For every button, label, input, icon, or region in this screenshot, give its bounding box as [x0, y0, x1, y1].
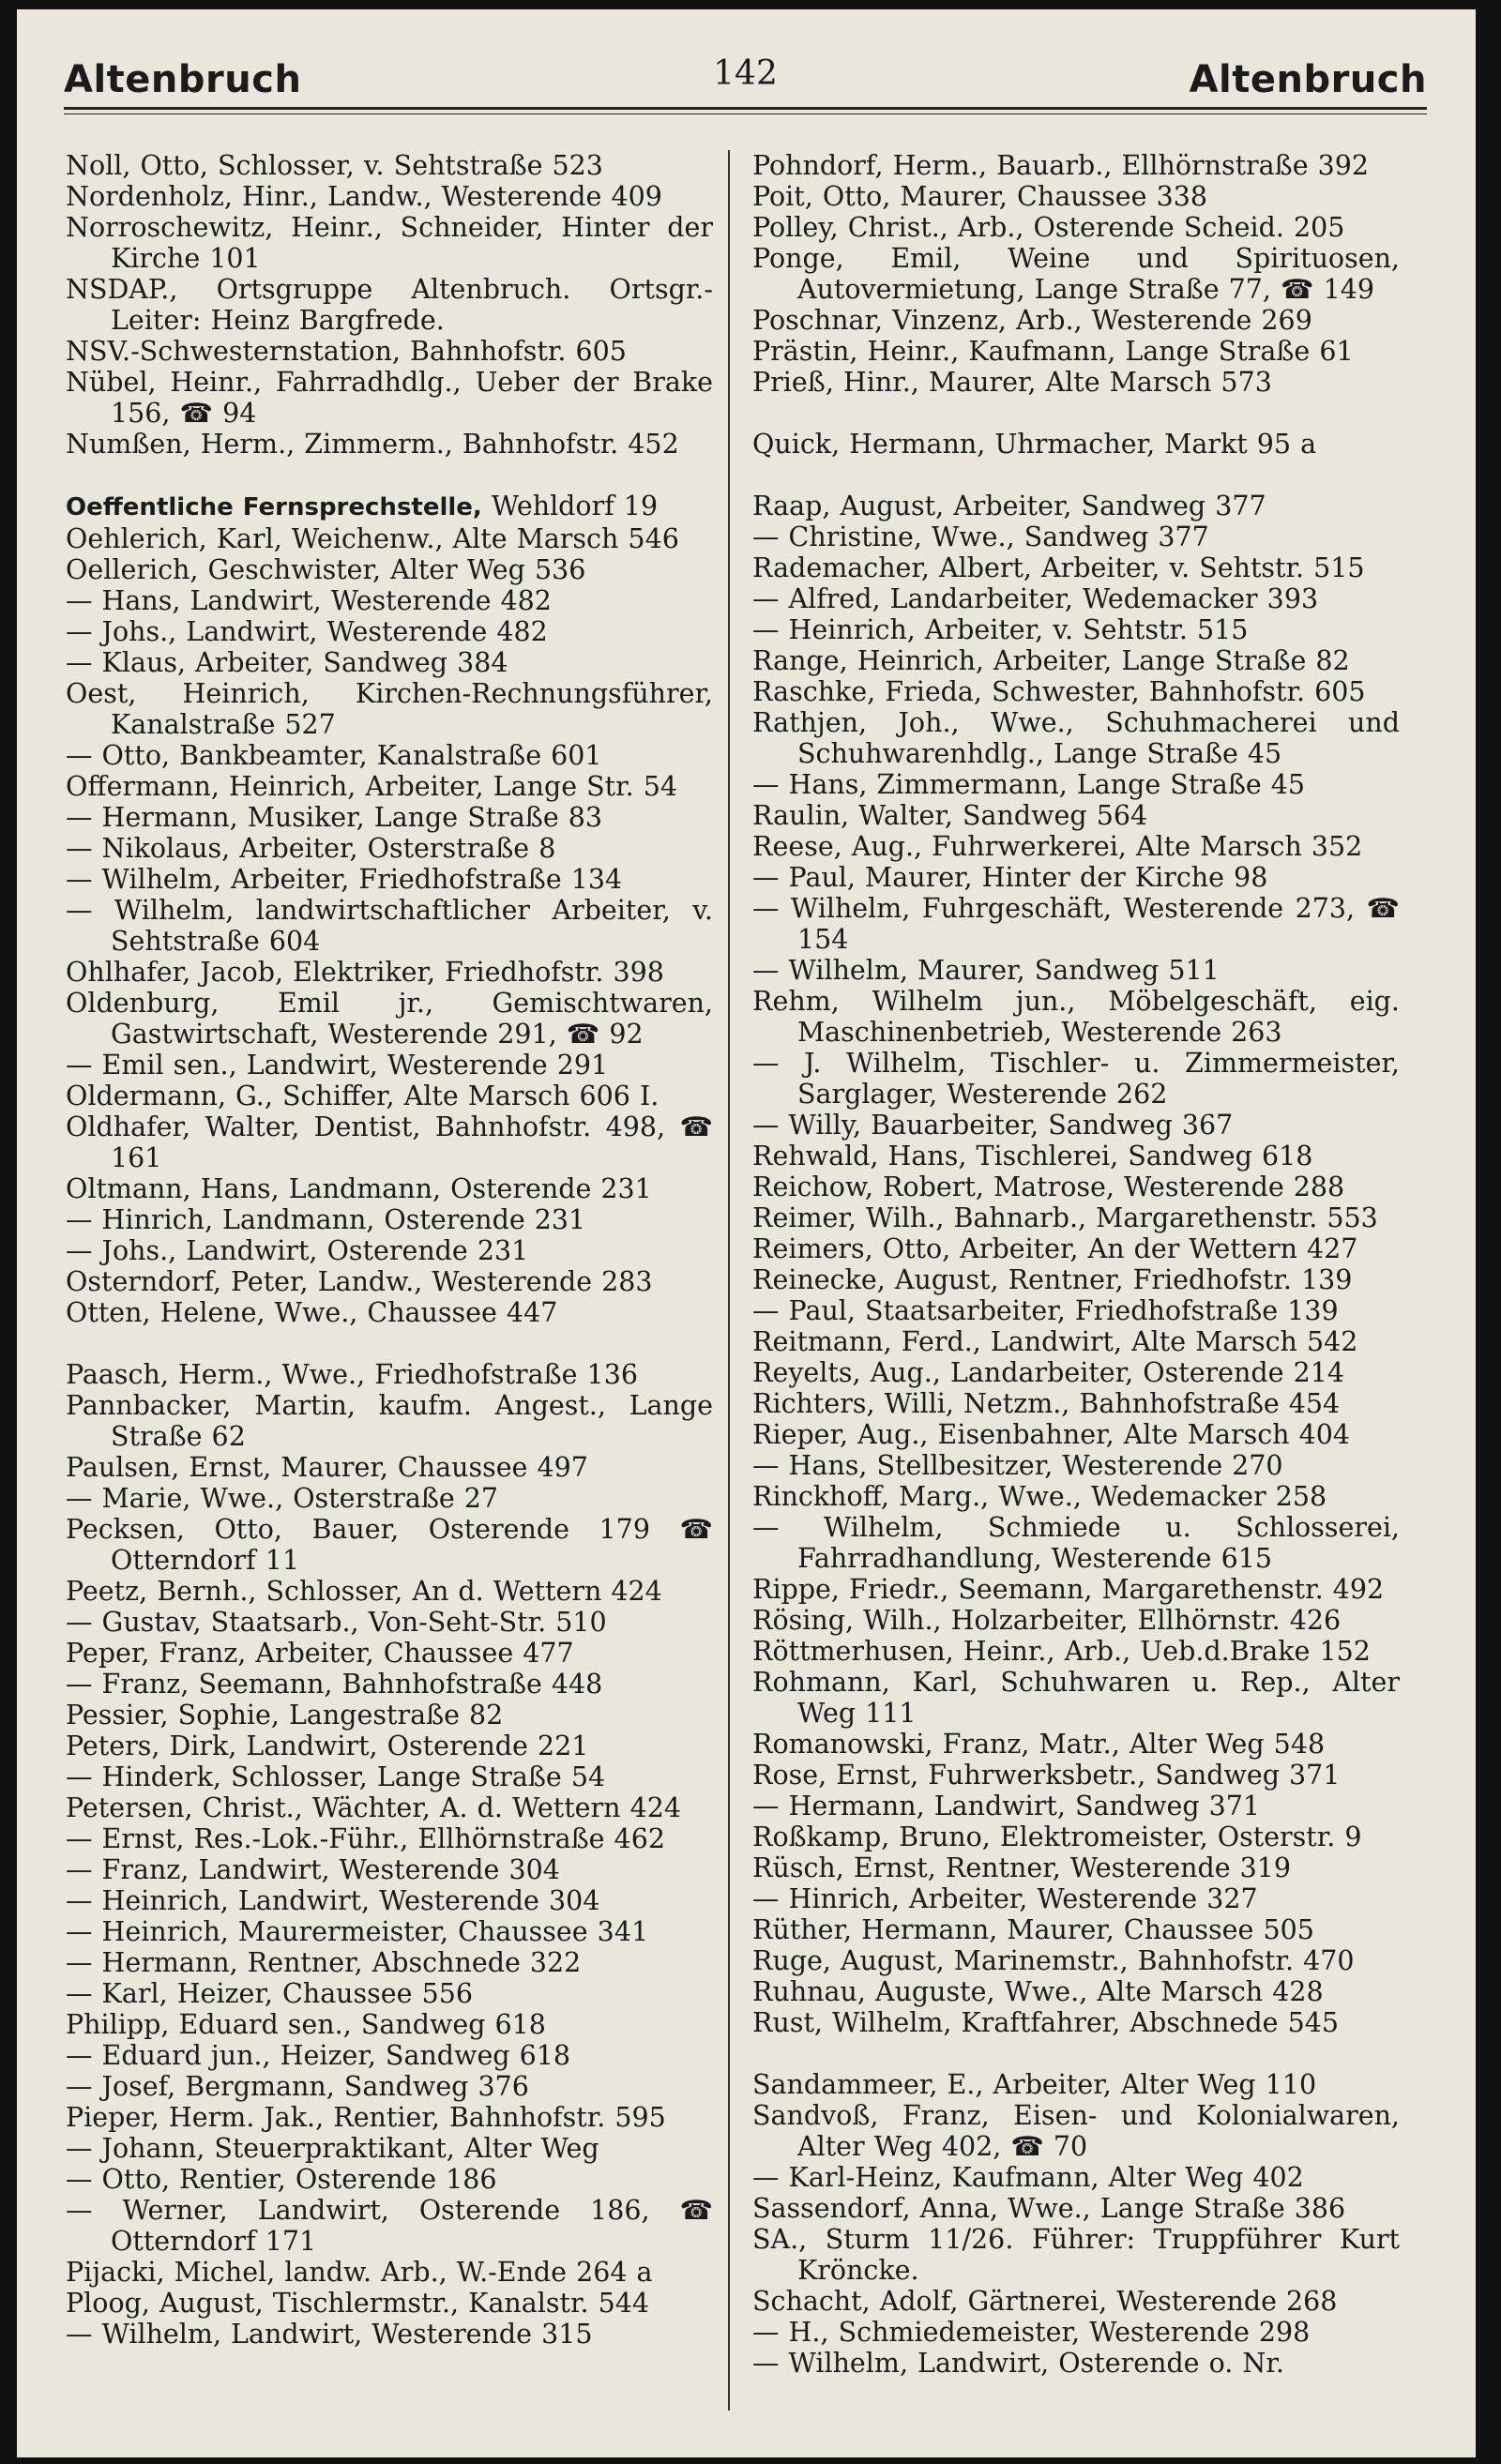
directory-entry: — J. Wilhelm, Tischler- u. Zimmermeister, Sarglager, Westerende 262 — [752, 1048, 1400, 1110]
directory-entry: Poit, Otto, Maurer, Chaussee 338 — [752, 181, 1207, 212]
directory-entry: — Wilhelm, Schmiede u. Schlosserei, Fahrradhandlung, Westerende 615 — [752, 1512, 1400, 1574]
directory-entry: Ruge, August, Marinemstr., Bahnhofstr. 470 — [752, 1945, 1355, 1976]
directory-entry: Rose, Ernst, Fuhrwerksbetr., Sandweg 371 — [752, 1760, 1341, 1791]
directory-entry: — Heinrich, Landwirt, Westerende 304 — [66, 1885, 600, 1916]
header-rule — [64, 107, 1427, 114]
directory-entry: — Franz, Landwirt, Westerende 304 — [66, 1854, 560, 1885]
directory-entry: Oeffentliche Fernsprechstelle, Wehldorf 19 — [66, 491, 659, 522]
directory-entry: Reyelts, Aug., Landarbeiter, Osterende 214 — [752, 1357, 1344, 1388]
directory-entry: — Paul, Maurer, Hinter der Kirche 98 — [752, 862, 1268, 893]
directory-entry: — Otto, Rentier, Osterende 186 — [66, 2164, 497, 2195]
directory-entry: Rösing, Wilh., Holzarbeiter, Ellhörnstr. 426 — [752, 1605, 1342, 1636]
directory-entry: Oldenburg, Emil jr., Gemischtwaren, Gastwirtschaft, Westerende 291, ☎ 92 — [66, 988, 713, 1050]
directory-entry: Reimers, Otto, Arbeiter, An der Wettern 427 — [752, 1233, 1358, 1264]
directory-entry: Richters, Willi, Netzm., Bahnhofstraße 454 — [752, 1388, 1341, 1419]
directory-entry: Sandammeer, E., Arbeiter, Alter Weg 110 — [752, 2069, 1317, 2100]
directory-entry: Roßkamp, Bruno, Elektromeister, Osterstr. 9 — [752, 1822, 1362, 1852]
directory-entry: Rathjen, Joh., Wwe., Schuhmacherei und Schuhwarenhdlg., Lange Straße 45 — [752, 707, 1400, 769]
directory-entry: Polley, Christ., Arb., Osterende Scheid. 205 — [752, 212, 1345, 243]
directory-entry: Oltmann, Hans, Landmann, Osterende 231 — [66, 1173, 652, 1204]
left-column — [66, 150, 713, 2350]
directory-entry: Raap, August, Arbeiter, Sandweg 377 — [752, 491, 1266, 522]
directory-entry: Rademacher, Albert, Arbeiter, v. Sehtstr. 515 — [752, 552, 1365, 583]
directory-entry: — Johs., Landwirt, Westerende 482 — [66, 616, 548, 647]
directory-entry: — Ernst, Res.-Lok.-Führ., Ellhörnstraße 462 — [66, 1823, 665, 1854]
directory-entry: — Hans, Stellbesitzer, Westerende 270 — [752, 1450, 1283, 1481]
directory-entry: — Hinrich, Landmann, Osterende 231 — [66, 1204, 586, 1235]
directory-entry: — Wilhelm, Arbeiter, Friedhofstraße 134 — [66, 864, 623, 895]
directory-entry: — Klaus, Arbeiter, Sandweg 384 — [66, 647, 508, 678]
page-number: 142 — [713, 54, 778, 93]
directory-entry: — Hinderk, Schlosser, Lange Straße 54 — [66, 1761, 606, 1792]
directory-entry: Oldhafer, Walter, Dentist, Bahnhofstr. 498, ☎ 161 — [66, 1111, 713, 1173]
directory-entry: Rehwald, Hans, Tischlerei, Sandweg 618 — [752, 1141, 1313, 1172]
directory-entry: — Johs., Landwirt, Osterende 231 — [66, 1235, 529, 1266]
directory-entry: Rehm, Wilhelm jun., Möbelgeschäft, eig. Maschinenbetrieb, Westerende 263 — [752, 986, 1400, 1048]
directory-entry: Sandvoß, Franz, Eisen- und Kolonialwaren, Alter Weg 402, ☎ 70 — [752, 2100, 1400, 2162]
header-place-left: Altenbruch — [64, 58, 302, 101]
directory-entry: Rüsch, Ernst, Rentner, Westerende 319 — [752, 1852, 1292, 1883]
section-gap — [752, 398, 1400, 429]
page-header — [64, 51, 1427, 107]
directory-entry: Oehlerich, Karl, Weichenw., Alte Marsch 546 — [66, 523, 679, 554]
directory-entry: — Alfred, Landarbeiter, Wedemacker 393 — [752, 583, 1319, 614]
directory-entry: Peters, Dirk, Landwirt, Osterende 221 — [66, 1731, 589, 1761]
directory-entry: Pessier, Sophie, Langestraße 82 — [66, 1700, 504, 1731]
directory-entry: Paulsen, Ernst, Maurer, Chaussee 497 — [66, 1452, 588, 1483]
directory-entry: — Willy, Bauarbeiter, Sandweg 367 — [752, 1110, 1234, 1141]
directory-entry: — Wilhelm, Landwirt, Osterende o. Nr. — [752, 2348, 1284, 2379]
directory-entry: Reichow, Robert, Matrose, Westerende 288 — [752, 1172, 1345, 1202]
directory-entry: — Paul, Staatsarbeiter, Friedhofstraße 139 — [752, 1295, 1339, 1326]
column-divider — [728, 150, 730, 2411]
directory-entry: — Hermann, Landwirt, Sandweg 371 — [752, 1791, 1261, 1822]
directory-entry: Prieß, Hinr., Maurer, Alte Marsch 573 — [752, 367, 1272, 398]
directory-entry: — Wilhelm, Landwirt, Westerende 315 — [66, 2319, 593, 2350]
directory-entry: Osterndorf, Peter, Landw., Westerende 283 — [66, 1266, 653, 1297]
directory-entry: Ohlhafer, Jacob, Elektriker, Friedhofstr. 398 — [66, 957, 664, 988]
directory-entry: — Josef, Bergmann, Sandweg 376 — [66, 2071, 529, 2102]
directory-entry: — Franz, Seemann, Bahnhofstraße 448 — [66, 1669, 603, 1700]
directory-entry: Oellerich, Geschwister, Alter Weg 536 — [66, 554, 586, 585]
directory-entry: Rüther, Hermann, Maurer, Chaussee 505 — [752, 1914, 1314, 1945]
directory-entry: — Marie, Wwe., Osterstraße 27 — [66, 1483, 499, 1514]
directory-entry: Poschnar, Vinzenz, Arb., Westerende 269 — [752, 305, 1312, 336]
directory-entry: — Christine, Wwe., Sandweg 377 — [752, 522, 1209, 552]
directory-entry: Rippe, Friedr., Seemann, Margarethenstr. 492 — [752, 1574, 1385, 1605]
directory-entry: Offermann, Heinrich, Arbeiter, Lange Str. 54 — [66, 771, 677, 802]
directory-entry: — H., Schmiedemeister, Westerende 298 — [752, 2317, 1311, 2348]
directory-entry: Pannbacker, Martin, kaufm. Angest., Lange Straße 62 — [66, 1390, 713, 1452]
directory-entry: Sassendorf, Anna, Wwe., Lange Straße 386 — [752, 2193, 1346, 2224]
directory-entry: Schacht, Adolf, Gärtnerei, Westerende 268 — [752, 2286, 1338, 2317]
directory-entry: Numßen, Herm., Zimmerm., Bahnhofstr. 452 — [66, 429, 679, 460]
directory-entry: Romanowski, Franz, Matr., Alter Weg 548 — [752, 1729, 1326, 1760]
right-column — [752, 150, 1400, 2379]
directory-entry: Peper, Franz, Arbeiter, Chaussee 477 — [66, 1638, 574, 1669]
directory-entry: — Werner, Landwirt, Osterende 186, ☎ Otterndorf 171 — [66, 2195, 713, 2257]
directory-entry: Quick, Hermann, Uhrmacher, Markt 95 a — [752, 429, 1317, 460]
directory-entry: — Eduard jun., Heizer, Sandweg 618 — [66, 2040, 571, 2071]
section-gap — [752, 2038, 1400, 2069]
directory-entry: Pieper, Herm. Jak., Rentier, Bahnhofstr. 595 — [66, 2102, 666, 2133]
section-gap — [66, 460, 713, 491]
directory-entry: NSDAP., Ortsgruppe Altenbruch. Ortsgr.-Leiter: Heinz Bargfrede. — [66, 274, 713, 336]
directory-entry: — Wilhelm, Fuhrgeschäft, Westerende 273, ☎ 154 — [752, 893, 1400, 955]
directory-entry: Pijacki, Michel, landw. Arb., W.-Ende 264 a — [66, 2257, 653, 2288]
directory-entry: — Otto, Bankbeamter, Kanalstraße 601 — [66, 740, 602, 771]
directory-entry: — Hermann, Rentner, Abschnede 322 — [66, 1947, 582, 1978]
directory-page — [17, 9, 1476, 2457]
directory-entry: Ponge, Emil, Weine und Spirituosen, Autovermietung, Lange Straße 77, ☎ 149 — [752, 243, 1400, 305]
directory-entry: — Hans, Landwirt, Westerende 482 — [66, 585, 552, 616]
directory-entry: — Gustav, Staatsarb., Von-Seht-Str. 510 — [66, 1607, 607, 1638]
section-gap — [66, 1328, 713, 1359]
directory-entry: Range, Heinrich, Arbeiter, Lange Straße 82 — [752, 645, 1350, 676]
directory-entry: Petersen, Christ., Wächter, A. d. Wettern 424 — [66, 1792, 681, 1823]
directory-entry: — Wilhelm, Maurer, Sandweg 511 — [752, 955, 1220, 986]
directory-entry: Reese, Aug., Fuhrwerkerei, Alte Marsch 352 — [752, 831, 1363, 862]
directory-entry: Rinckhoff, Marg., Wwe., Wedemacker 258 — [752, 1481, 1327, 1512]
directory-entry: Nübel, Heinr., Fahrradhdlg., Ueber der Brake 156, ☎ 94 — [66, 367, 713, 429]
directory-entry: Philipp, Eduard sen., Sandweg 618 — [66, 2009, 546, 2040]
directory-entry: — Heinrich, Arbeiter, v. Sehtstr. 515 — [752, 614, 1249, 645]
directory-entry: Pecksen, Otto, Bauer, Osterende 179 ☎ Otterndorf 11 — [66, 1514, 713, 1576]
directory-entry: Rohmann, Karl, Schuhwaren u. Rep., Alter Weg 111 — [752, 1667, 1400, 1729]
directory-entry: — Heinrich, Maurermeister, Chaussee 341 — [66, 1916, 649, 1947]
directory-entry: NSV.-Schwesternstation, Bahnhofstr. 605 — [66, 336, 627, 367]
section-gap — [752, 460, 1400, 491]
directory-entry: Norroschewitz, Heinr., Schneider, Hinter der Kirche 101 — [66, 212, 713, 274]
directory-entry: — Karl-Heinz, Kaufmann, Alter Weg 402 — [752, 2162, 1304, 2193]
directory-entry: Rieper, Aug., Eisenbahner, Alte Marsch 404 — [752, 1419, 1350, 1450]
directory-entry: Noll, Otto, Schlosser, v. Sehtstraße 523 — [66, 150, 603, 181]
directory-entry: Nordenholz, Hinr., Landw., Westerende 409 — [66, 181, 662, 212]
entry-bold-label: Oeffentliche Fernsprechstelle, — [66, 493, 482, 522]
directory-entry: Reimer, Wilh., Bahnarb., Margarethenstr. 553 — [752, 1202, 1378, 1233]
directory-entry: Reinecke, August, Rentner, Friedhofstr. 139 — [752, 1264, 1353, 1295]
directory-entry: Ploog, August, Tischlermstr., Kanalstr. 544 — [66, 2288, 649, 2319]
directory-entry: — Karl, Heizer, Chaussee 556 — [66, 1978, 473, 2009]
directory-entry: — Hermann, Musiker, Lange Straße 83 — [66, 802, 603, 833]
directory-entry: — Emil sen., Landwirt, Westerende 291 — [66, 1050, 609, 1081]
directory-entry: SA., Sturm 11/26. Führer: Truppführer Kurt Kröncke. — [752, 2224, 1400, 2286]
directory-entry: Raschke, Frieda, Schwester, Bahnhofstr. 605 — [752, 676, 1366, 707]
header-place-right: Altenbruch — [1189, 58, 1427, 101]
directory-entry: Paasch, Herm., Wwe., Friedhofstraße 136 — [66, 1359, 638, 1390]
directory-entry: — Hans, Zimmermann, Lange Straße 45 — [752, 769, 1306, 800]
directory-entry: Raulin, Walter, Sandweg 564 — [752, 800, 1148, 831]
directory-entry: Peetz, Bernh., Schlosser, An d. Wettern 424 — [66, 1576, 662, 1607]
directory-entry: Reitmann, Ferd., Landwirt, Alte Marsch 542 — [752, 1326, 1358, 1357]
directory-entry: Pohndorf, Herm., Bauarb., Ellhörnstraße 392 — [752, 150, 1370, 181]
directory-entry: Röttmerhusen, Heinr., Arb., Ueb.d.Brake 152 — [752, 1636, 1371, 1667]
directory-entry: Prästin, Heinr., Kaufmann, Lange Straße 61 — [752, 336, 1354, 367]
directory-entry: Oldermann, G., Schiffer, Alte Marsch 606 I. — [66, 1081, 660, 1111]
directory-entry: Otten, Helene, Wwe., Chaussee 447 — [66, 1297, 558, 1328]
directory-entry: — Hinrich, Arbeiter, Westerende 327 — [752, 1883, 1258, 1914]
directory-entry: — Wilhelm, landwirtschaftlicher Arbeiter, v. Sehtstraße 604 — [66, 895, 713, 957]
directory-entry: Rust, Wilhelm, Kraftfahrer, Abschnede 545 — [752, 2007, 1339, 2038]
directory-entry: Oest, Heinrich, Kirchen-Rechnungsführer, Kanalstraße 527 — [66, 678, 713, 740]
directory-entry: Ruhnau, Auguste, Wwe., Alte Marsch 428 — [752, 1976, 1324, 2007]
directory-entry: — Nikolaus, Arbeiter, Osterstraße 8 — [66, 833, 556, 864]
directory-entry: — Johann, Steuerpraktikant, Alter Weg — [66, 2133, 599, 2164]
